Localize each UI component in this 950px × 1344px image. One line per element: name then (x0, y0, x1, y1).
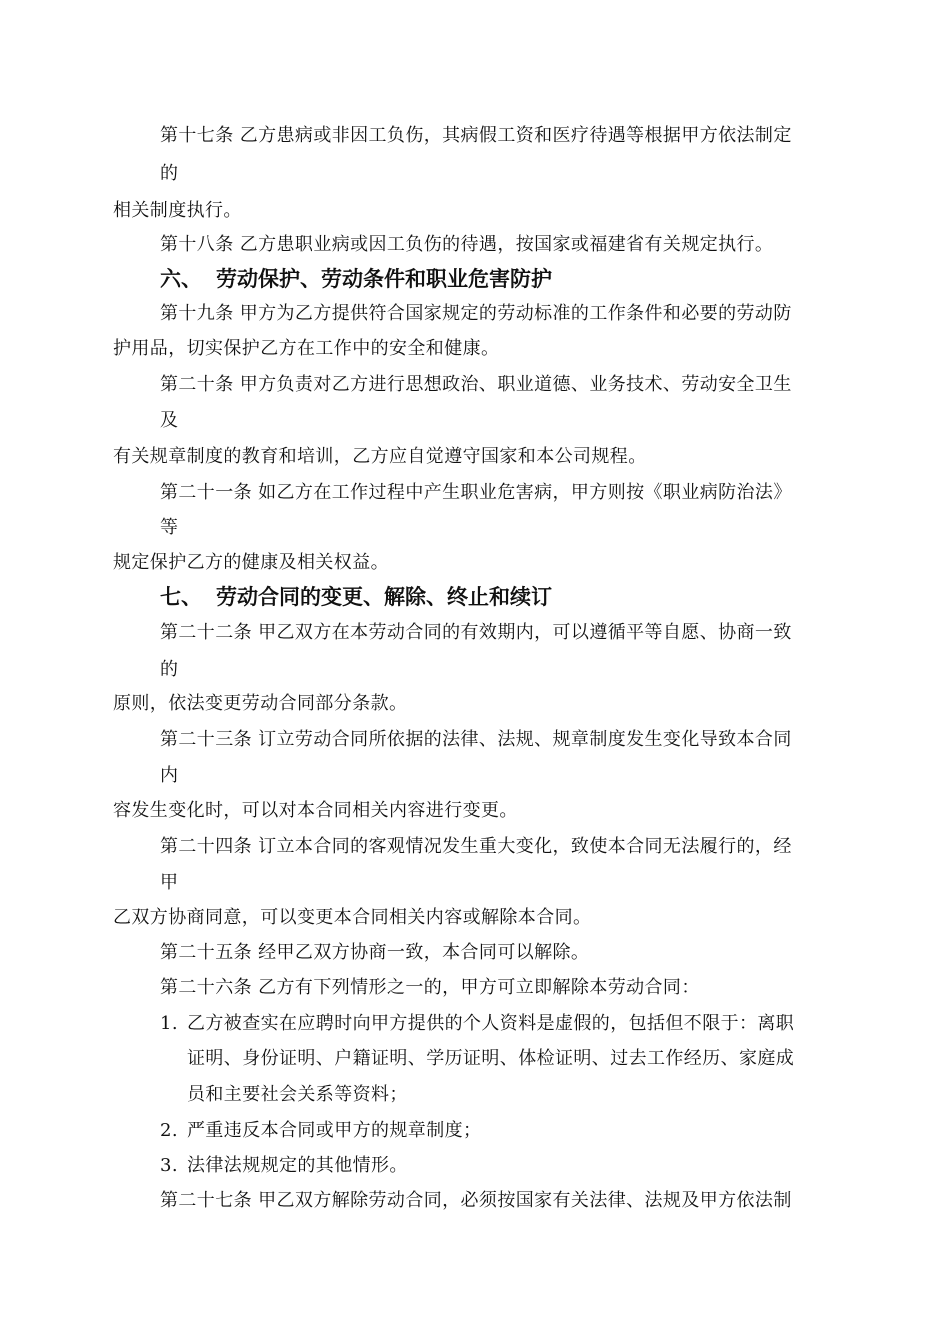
list-item-1-number: 1. (160, 1013, 178, 1034)
article-21-line-1: 第二十一条 如乙方在工作过程中产生职业危害病，甲方则按《职业病防治法》 (160, 482, 792, 503)
list-item-3 (160, 1154, 408, 1178)
article-24-line-2: 甲 (160, 872, 179, 893)
article-20-line-3: 有关规章制度的教育和培训，乙方应自觉遵守国家和本公司规程。 (113, 446, 647, 467)
article-22-line-3: 原则，依法变更劳动合同部分条款。 (113, 693, 408, 714)
list-item-1 (160, 1012, 794, 1036)
article-19-line-2: 护用品，切实保护乙方在工作中的安全和健康。 (113, 338, 500, 359)
section-7-heading (160, 584, 552, 610)
list-item-3-text: 法律法规规定的其他情形。 (187, 1155, 408, 1176)
article-25: 第二十五条 经甲乙双方协商一致，本合同可以解除。 (160, 942, 590, 963)
section-6-title: 劳动保护、劳动条件和职业危害防护 (216, 267, 552, 291)
list-item-2-number: 2. (160, 1120, 178, 1141)
article-21-line-2: 等 (160, 517, 179, 538)
article-17-line-3: 相关制度执行。 (113, 200, 242, 221)
section-6-number: 六、 (160, 267, 202, 291)
list-item-1-cont-2: 员和主要社会关系等资料； (187, 1084, 408, 1105)
article-23-line-2: 内 (160, 765, 179, 786)
article-20-line-2: 及 (160, 410, 179, 431)
article-22-line-1: 第二十二条 甲乙双方在本劳动合同的有效期内，可以遵循平等自愿、协商一致 (160, 622, 792, 643)
article-23-line-3: 容发生变化时，可以对本合同相关内容进行变更。 (113, 800, 518, 821)
article-27-line-1: 第二十七条 甲乙双方解除劳动合同，必须按国家有关法律、法规及甲方依法制 (160, 1190, 792, 1211)
article-17-line-2: 的 (160, 163, 179, 184)
list-item-3-number: 3. (160, 1155, 178, 1176)
article-23-line-1: 第二十三条 订立劳动合同所依据的法律、法规、规章制度发生变化导致本合同 (160, 729, 792, 750)
list-item-1-cont-1: 证明、身份证明、户籍证明、学历证明、体检证明、过去工作经历、家庭成 (187, 1048, 795, 1069)
article-24-line-3: 乙双方协商同意，可以变更本合同相关内容或解除本合同。 (113, 907, 592, 928)
section-7-title: 劳动合同的变更、解除、终止和续订 (216, 585, 552, 609)
article-22-line-2: 的 (160, 659, 179, 680)
article-21-line-3: 规定保护乙方的健康及相关权益。 (113, 552, 389, 573)
list-item-2-text: 严重违反本合同或甲方的规章制度； (187, 1120, 482, 1141)
section-7-number: 七、 (160, 585, 202, 609)
list-item-1-text: 乙方被查实在应聘时向甲方提供的个人资料是虚假的，包括但不限于：离职 (187, 1013, 795, 1034)
article-20-line-1: 第二十条 甲方负责对乙方进行思想政治、职业道德、业务技术、劳动安全卫生 (160, 374, 792, 395)
article-24-line-1: 第二十四条 订立本合同的客观情况发生重大变化，致使本合同无法履行的，经 (160, 836, 792, 857)
list-item-2 (160, 1119, 481, 1143)
article-18: 第十八条 乙方患职业病或因工负伤的待遇，按国家或福建省有关规定执行。 (160, 234, 774, 255)
section-6-heading (160, 266, 552, 292)
article-17-line-1: 第十七条 乙方患病或非因工负伤，其病假工资和医疗待遇等根据甲方依法制定 (160, 125, 792, 146)
article-26: 第二十六条 乙方有下列情形之一的，甲方可立即解除本劳动合同： (160, 977, 700, 998)
article-19-line-1: 第十九条 甲方为乙方提供符合国家规定的劳动标准的工作条件和必要的劳动防 (160, 303, 792, 324)
